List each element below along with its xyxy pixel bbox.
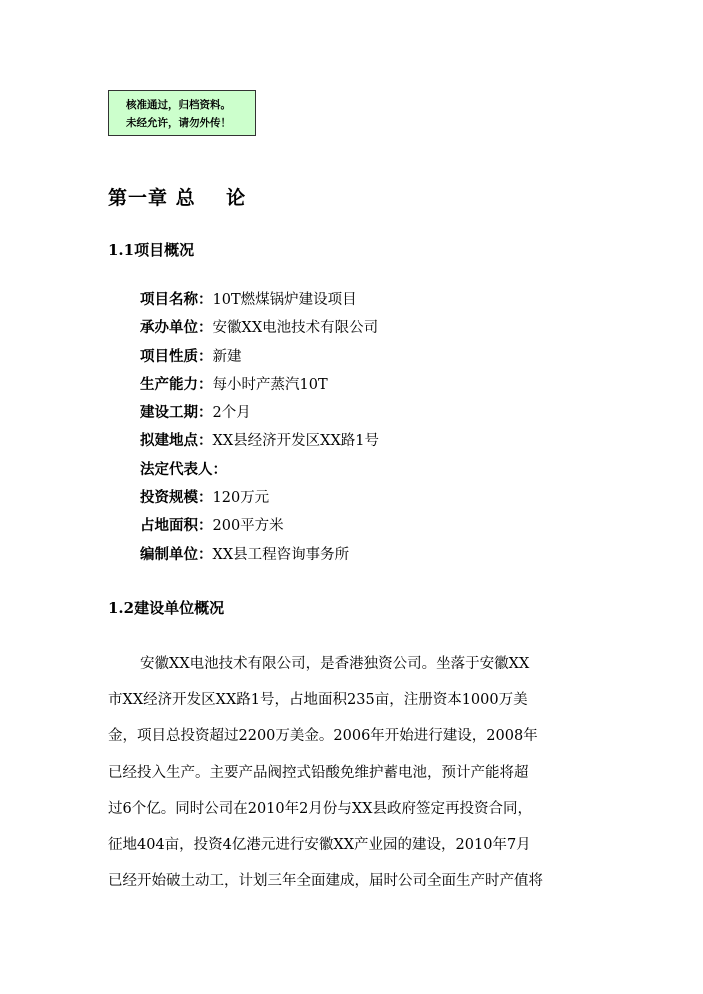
info-row-legal-rep — [140, 456, 379, 484]
paragraph-line: 征地404亩，投资4亿港元进行安徽XX产业园的建设，2010年7月 — [108, 836, 531, 853]
stamp-line-2: 未经允许，请勿外传！ — [126, 117, 231, 129]
paragraph-line: 过6个亿。同时公司在2010年2月份与XX县政府签定再投资合同， — [108, 800, 532, 817]
info-row-location — [140, 427, 379, 455]
info-label: 项目性质： — [140, 348, 213, 365]
section-1-title: 1.1项目概况 — [108, 241, 195, 259]
approval-stamp — [108, 90, 256, 136]
info-label: 编制单位： — [140, 546, 213, 563]
info-label: 占地面积： — [140, 518, 213, 535]
info-row-capacity — [140, 371, 379, 399]
section-2-title: 1.2建设单位概况 — [108, 599, 225, 617]
company-overview-paragraph — [108, 646, 598, 899]
chapter-title: 第一章 总 论 — [108, 187, 247, 209]
info-row-organizer — [140, 314, 379, 342]
info-value: 200平方米 — [212, 518, 284, 535]
paragraph-line: 已经投入生产。主要产品阀控式铅酸免维护蓄电池，预计产能将超 — [108, 764, 529, 781]
info-value: XX县经济开发区XX路1号 — [212, 433, 380, 450]
info-row-duration — [140, 399, 379, 427]
paragraph-line: 市XX经济开发区XX路1号，占地面积235亩，注册资本1000万美 — [108, 692, 528, 709]
info-label: 法定代表人： — [140, 461, 227, 478]
info-value: 2个月 — [212, 405, 251, 422]
info-label: 承办单位： — [140, 320, 213, 337]
info-row-project-name — [140, 286, 379, 314]
info-label: 建设工期： — [140, 405, 213, 422]
info-value: 10T燃煤锅炉建设项目 — [212, 292, 357, 308]
info-value: XX县工程咨询事务所 — [212, 546, 350, 563]
paragraph-line: 安徽XX电池技术有限公司，是香港独资公司。坐落于安徽XX — [140, 656, 530, 672]
info-label: 项目名称： — [140, 292, 213, 308]
info-row-investment — [140, 484, 379, 512]
info-value: 安徽XX电池技术有限公司 — [212, 320, 379, 337]
info-value: 新建 — [212, 348, 242, 365]
info-label: 生产能力： — [140, 376, 213, 393]
project-info-list — [140, 286, 379, 569]
info-row-area — [140, 512, 379, 540]
info-label: 拟建地点： — [140, 433, 213, 450]
stamp-line-1: 核准通过，归档资料。 — [126, 99, 231, 111]
info-value: 120万元 — [212, 490, 270, 507]
paragraph-line: 已经开始破土动工，计划三年全面建成，届时公司全面生产时产值将 — [108, 873, 543, 890]
info-row-compiler — [140, 541, 379, 569]
info-label: 投资规模： — [140, 490, 213, 507]
info-value: 每小时产蒸汽10T — [212, 376, 328, 393]
info-row-nature — [140, 343, 379, 371]
paragraph-line: 金，项目总投资超过2200万美金。2006年开始进行建设，2008年 — [108, 728, 538, 745]
